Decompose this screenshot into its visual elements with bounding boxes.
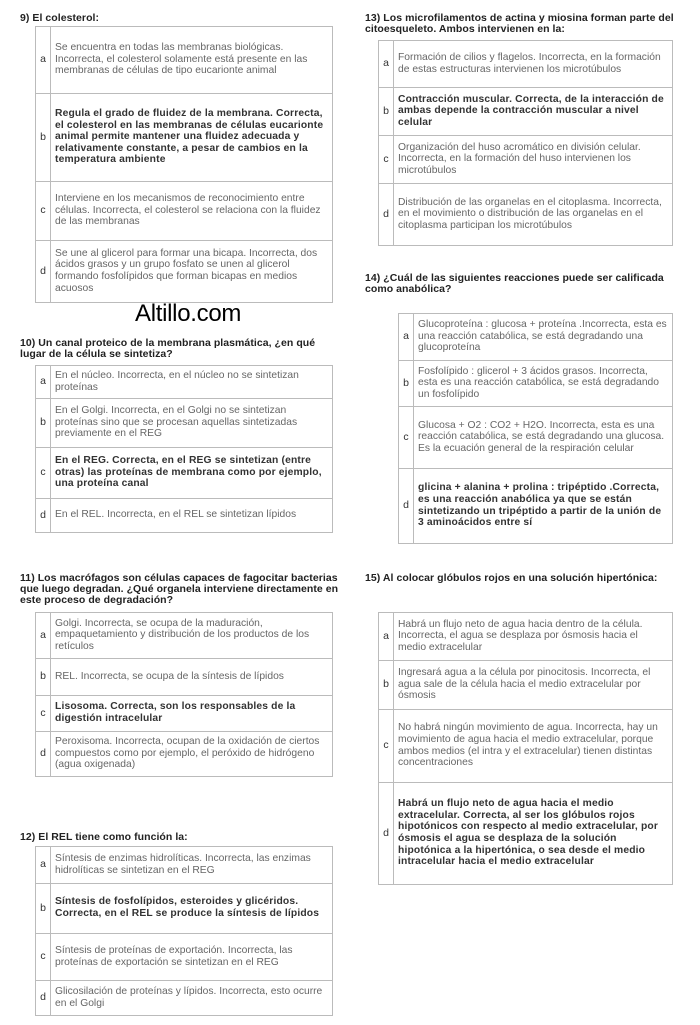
option-row	[399, 361, 673, 407]
question-12-title: 12) El REL tiene como función la:	[20, 831, 188, 843]
option-text: Habrá un flujo neto de agua hacia dentro de la célula. Incorrecta, el agua se desplaza por ósmosis hacia el medio extracelular	[394, 613, 673, 661]
option-letter: a	[379, 613, 394, 661]
option-text: Glucoproteína : glucosa + proteína .Incorrecta, esta es una reacción catabólica, se está degradando una glucoproteína	[414, 314, 673, 361]
option-row	[379, 136, 673, 184]
option-letter: d	[379, 184, 394, 246]
option-row	[399, 407, 673, 469]
question-13-title: 13) Los microfilamentos de actina y miosina forman parte del citoesqueleto. Ambos intervienen en la:	[365, 12, 674, 35]
question-10-options	[35, 365, 333, 533]
option-text: En el REL. Incorrecta, en el REL se sintetizan lípidos	[51, 499, 333, 533]
option-text: Fosfolípido : glicerol + 3 ácidos grasos. Incorrecta, esta es una reacción catabólica, se está degradando un fosfolípido	[414, 361, 673, 407]
question-15-title: 15) Al colocar glóbulos rojos en una solución hipertónica:	[365, 572, 658, 584]
option-letter: c	[399, 407, 414, 469]
option-row	[36, 934, 333, 981]
option-letter: b	[36, 399, 51, 448]
option-row	[36, 241, 333, 303]
option-text: Distribución de las organelas en el citoplasma. Incorrecta, en el movimiento o distribución de las organelas en el citoplasma participan los microtúbulos	[394, 184, 673, 246]
option-letter: c	[36, 934, 51, 981]
option-letter: d	[36, 981, 51, 1016]
option-row	[379, 710, 673, 783]
option-row	[36, 732, 333, 777]
question-10-title: 10) Un canal proteico de la membrana plasmática, ¿en qué lugar de la célula se sintetiza?	[20, 337, 316, 360]
option-letter: a	[36, 847, 51, 884]
option-row	[36, 27, 333, 94]
option-letter: b	[379, 88, 394, 136]
question-11-options	[35, 612, 333, 777]
option-row-correct	[379, 783, 673, 885]
option-text-correct: Síntesis de fosfolípidos, esteroides y glicéridos. Correcta, en el REL se produce la síntesis de lípidos	[51, 884, 333, 934]
site-logo: Altillo.com	[135, 300, 242, 327]
question-14-options	[398, 313, 673, 544]
option-row	[36, 182, 333, 241]
option-letter: b	[36, 884, 51, 934]
option-letter: c	[36, 696, 51, 732]
option-row	[379, 41, 673, 88]
option-letter: d	[36, 732, 51, 777]
option-text: Síntesis de proteínas de exportación. Incorrecta, las proteínas de exportación se sintetizan en el REG	[51, 934, 333, 981]
option-letter: b	[36, 94, 51, 182]
option-row-correct	[36, 448, 333, 499]
option-text: Golgi. Incorrecta, se ocupa de la maduración, empaquetamiento y distribución de los productos de los retículos	[51, 613, 333, 659]
option-text-correct: Lisosoma. Correcta, son los responsables de la digestión intracelular	[51, 696, 333, 732]
option-letter: d	[36, 241, 51, 303]
option-text-correct: Regula el grado de fluidez de la membrana. Correcta, el colesterol en las membranas de células eucarionte animal permite mantener una fluidez adecuada y relativamente constante, a pesar de cambios en la temperatura ambiente	[51, 94, 333, 182]
option-row	[36, 366, 333, 399]
option-text: Glicosilación de proteínas y lípidos. Incorrecta, esto ocurre en el Golgi	[51, 981, 333, 1016]
option-row-correct	[399, 469, 673, 544]
option-text: Ingresará agua a la célula por pinocitosis. Incorrecta, el agua sale de la célula hacia el medio extracelular por ósmosis	[394, 661, 673, 710]
option-row	[399, 314, 673, 361]
option-text: Glucosa + O2 : CO2 + H2O. Incorrecta, esta es una reacción catabólica, se está degradando una glucosa. Es la ecuación general de la respiración celular	[414, 407, 673, 469]
option-text: Se une al glicerol para formar una bicapa. Incorrecta, dos ácidos grasos y un grupo fosfato se unen al glicerol formando fosfolípidos que forman bicapas en medios acuosos	[51, 241, 333, 303]
option-row-correct	[36, 94, 333, 182]
option-letter: b	[36, 659, 51, 696]
option-letter: c	[379, 136, 394, 184]
option-text: Peroxisoma. Incorrecta, ocupan de la oxidación de ciertos compuestos como por ejemplo, el peróxido de hidrógeno (agua oxigenada)	[51, 732, 333, 777]
option-letter: a	[399, 314, 414, 361]
option-text: Interviene en los mecanismos de reconocimiento entre células. Incorrecta, el colesterol se relaciona con la fluidez de las membranas	[51, 182, 333, 241]
option-letter: d	[379, 783, 394, 885]
option-text-correct: Habrá un flujo neto de agua hacia el medio extracelular. Correcta, al ser los glóbulos rojos hipotónicos con respecto al medio extracelular, por ósmosis el agua se desplaza de la solución hipotónica a la hipertónica, o sea desde el medio intracelular hacia el medio extracelular	[394, 783, 673, 885]
option-row	[379, 661, 673, 710]
option-letter: d	[399, 469, 414, 544]
option-row	[379, 613, 673, 661]
option-letter: b	[379, 661, 394, 710]
question-9-title: 9) El colesterol:	[20, 12, 100, 24]
option-text-correct: En el REG. Correcta, en el REG se sintetizan (entre otras) las proteínas de membrana como por ejemplo, una proteína canal	[51, 448, 333, 499]
option-letter: a	[36, 27, 51, 94]
option-row	[379, 184, 673, 246]
question-12-options	[35, 846, 333, 1016]
option-row	[36, 613, 333, 659]
option-row	[36, 847, 333, 884]
option-letter: c	[36, 182, 51, 241]
option-text: Síntesis de enzimas hidrolíticas. Incorrecta, las enzimas hidrolíticas se sintetizan en el REG	[51, 847, 333, 884]
option-text: Se encuentra en todas las membranas biológicas. Incorrecta, el colesterol solamente está presente en las membranas de células de tipo eucarionte animal	[51, 27, 333, 94]
question-15-options	[378, 612, 673, 885]
question-11-title: 11) Los macrófagos son células capaces de fagocitar bacterias que luego degradan. ¿Qué organela interviene directamente en este proceso de degradación?	[20, 572, 339, 606]
option-row	[36, 399, 333, 448]
question-9-options	[35, 26, 333, 303]
option-letter: c	[379, 710, 394, 783]
option-text: REL. Incorrecta, se ocupa de la síntesis de lípidos	[51, 659, 333, 696]
option-text: En el Golgi. Incorrecta, en el Golgi no se sintetizan proteínas sino que se procesan aquellas sintetizadas previamente en el REG	[51, 399, 333, 448]
option-letter: b	[399, 361, 414, 407]
option-text: Formación de cilios y flagelos. Incorrecta, en la formación de estas estructuras intervienen los microtúbulos	[394, 41, 673, 88]
option-letter: a	[36, 366, 51, 399]
option-letter: c	[36, 448, 51, 499]
option-text: Organización del huso acromático en división celular. Incorrecta, en la formación del huso intervienen los microtúbulos	[394, 136, 673, 184]
option-row-correct	[36, 696, 333, 732]
option-text: No habrá ningún movimiento de agua. Incorrecta, hay un movimiento de agua hacia el medio extracelular, porque ambos medios (el intra y el extracelular) tienen distintas concentraciones	[394, 710, 673, 783]
option-row-correct	[379, 88, 673, 136]
option-letter: a	[379, 41, 394, 88]
option-row	[36, 981, 333, 1016]
question-13-options	[378, 40, 673, 246]
option-text-correct: Contracción muscular. Correcta, de la interacción de ambas depende la contracción muscular a nivel celular	[394, 88, 673, 136]
option-text: En el núcleo. Incorrecta, en el núcleo no se sintetizan proteínas	[51, 366, 333, 399]
question-14-title: 14) ¿Cuál de las siguientes reacciones puede ser calificada como anabólica?	[365, 272, 664, 295]
option-text-correct: glicina + alanina + prolina : tripéptido .Correcta, es una reacción anabólica ya que se están sintetizando un tripéptido a partir de la unión de 3 aminoácidos entre sí	[414, 469, 673, 544]
option-row	[36, 659, 333, 696]
option-letter: a	[36, 613, 51, 659]
option-row	[36, 499, 333, 533]
option-letter: d	[36, 499, 51, 533]
option-row-correct	[36, 884, 333, 934]
